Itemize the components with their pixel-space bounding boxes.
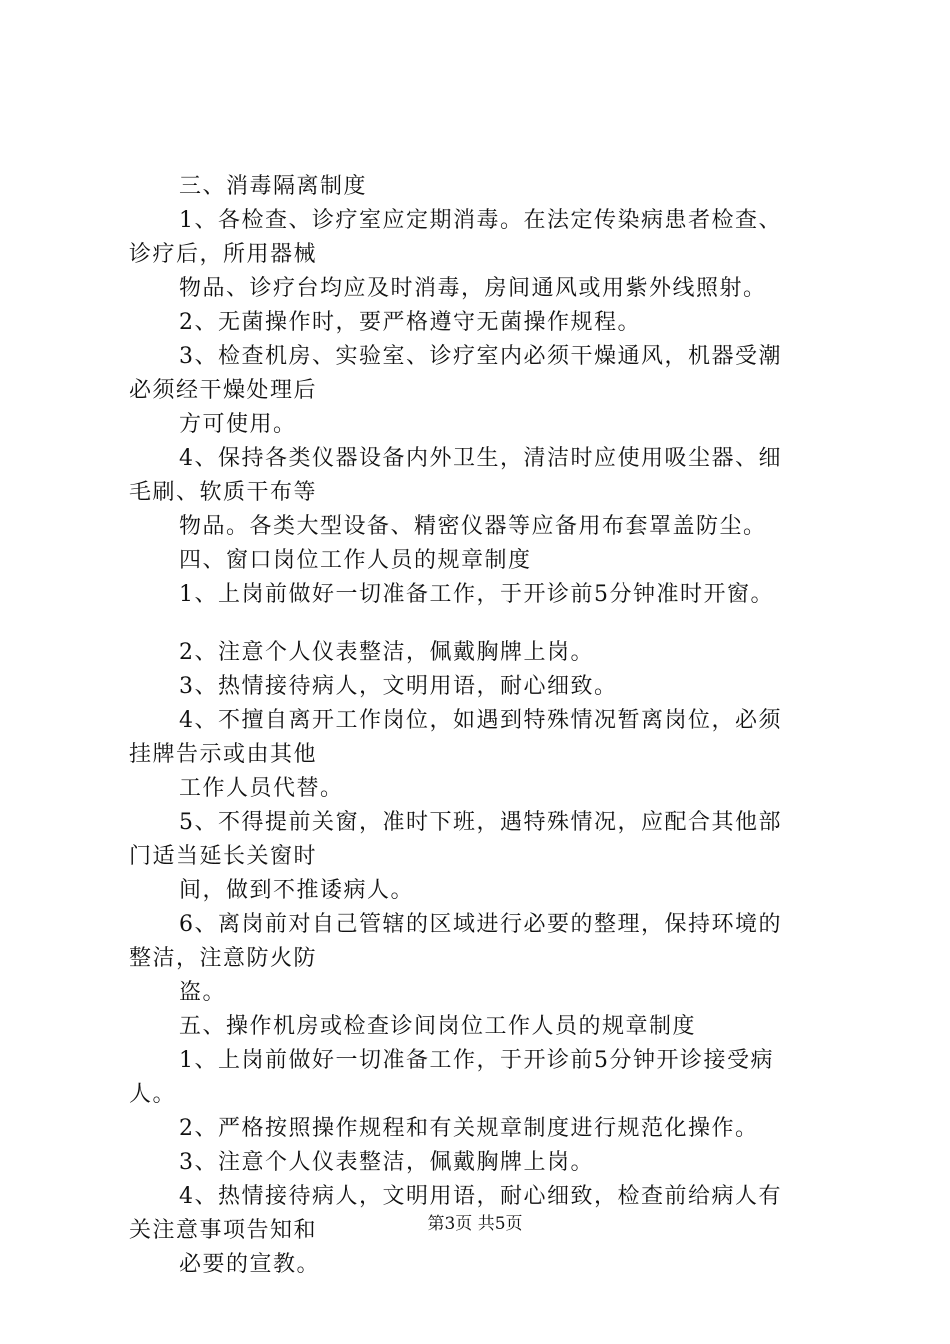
text-line: 2、严格按照操作规程和有关规章制度进行规范化操作。 [179,1116,759,1141]
text-line: 三、消毒隔离制度 [179,174,368,199]
text-line: 四、窗口岗位工作人员的规章制度 [179,548,532,573]
text-line: 4、热情接待病人，文明用语，耐心细致，检查前给病人有 [179,1184,782,1209]
text-line: 关注意事项告知和 [129,1218,318,1243]
text-line: 2、无菌操作时，要严格遵守无菌操作规程。 [179,310,641,335]
text-line: 1、各检查、诊疗室应定期消毒。在法定传染病患者检查、 [179,208,782,233]
text-line: 门适当延长关窗时 [129,844,318,869]
text-line: 2、注意个人仪表整洁，佩戴胸牌上岗。 [179,640,594,665]
text-line: 3、检查机房、实验室、诊疗室内必须干燥通风，机器受潮 [179,344,782,369]
text-line: 挂牌告示或由其他 [129,742,318,767]
text-line: 3、注意个人仪表整洁，佩戴胸牌上岗。 [179,1150,594,1175]
text-line: 6、离岗前对自己管辖的区域进行必要的整理，保持环境的 [179,912,782,937]
text-line: 必须经干燥处理后 [129,378,318,403]
page-footer: 第3页 共5页 [427,1214,523,1234]
text-line: 诊疗后，所用器械 [129,242,318,267]
text-line: 5、不得提前关窗，准时下班，遇特殊情况，应配合其他部 [179,810,782,835]
text-line: 方可使用。 [179,412,297,437]
text-line: 1、上岗前做好一切准备工作，于开诊前5分钟准时开窗。 [179,582,774,607]
text-line: 间，做到不推诿病人。 [179,878,415,903]
text-line: 3、热情接待病人，文明用语，耐心细致。 [179,674,618,699]
text-line: 物品。各类大型设备、精密仪器等应备用布套罩盖防尘。 [179,514,767,539]
text-line: 毛刷、软质干布等 [129,480,318,505]
text-line: 物品、诊疗台均应及时消毒，房间通风或用紫外线照射。 [179,276,767,301]
text-line: 五、操作机房或检查诊间岗位工作人员的规章制度 [179,1014,697,1039]
text-line: 盗。 [179,980,227,1005]
paragraph-gap [129,612,841,636]
text-line: 4、保持各类仪器设备内外卫生，清洁时应使用吸尘器、细 [179,446,782,471]
text-line: 必要的宣教。 [179,1252,321,1277]
text-line: 整洁，注意防火防 [129,946,318,971]
text-line: 工作人员代替。 [179,776,344,801]
text-line: 4、不擅自离开工作岗位，如遇到特殊情况暂离岗位，必须 [179,708,782,733]
text-line: 人。 [129,1082,177,1107]
document-body [129,170,841,1282]
text-line: 1、上岗前做好一切准备工作，于开诊前5分钟开诊接受病 [179,1048,774,1073]
